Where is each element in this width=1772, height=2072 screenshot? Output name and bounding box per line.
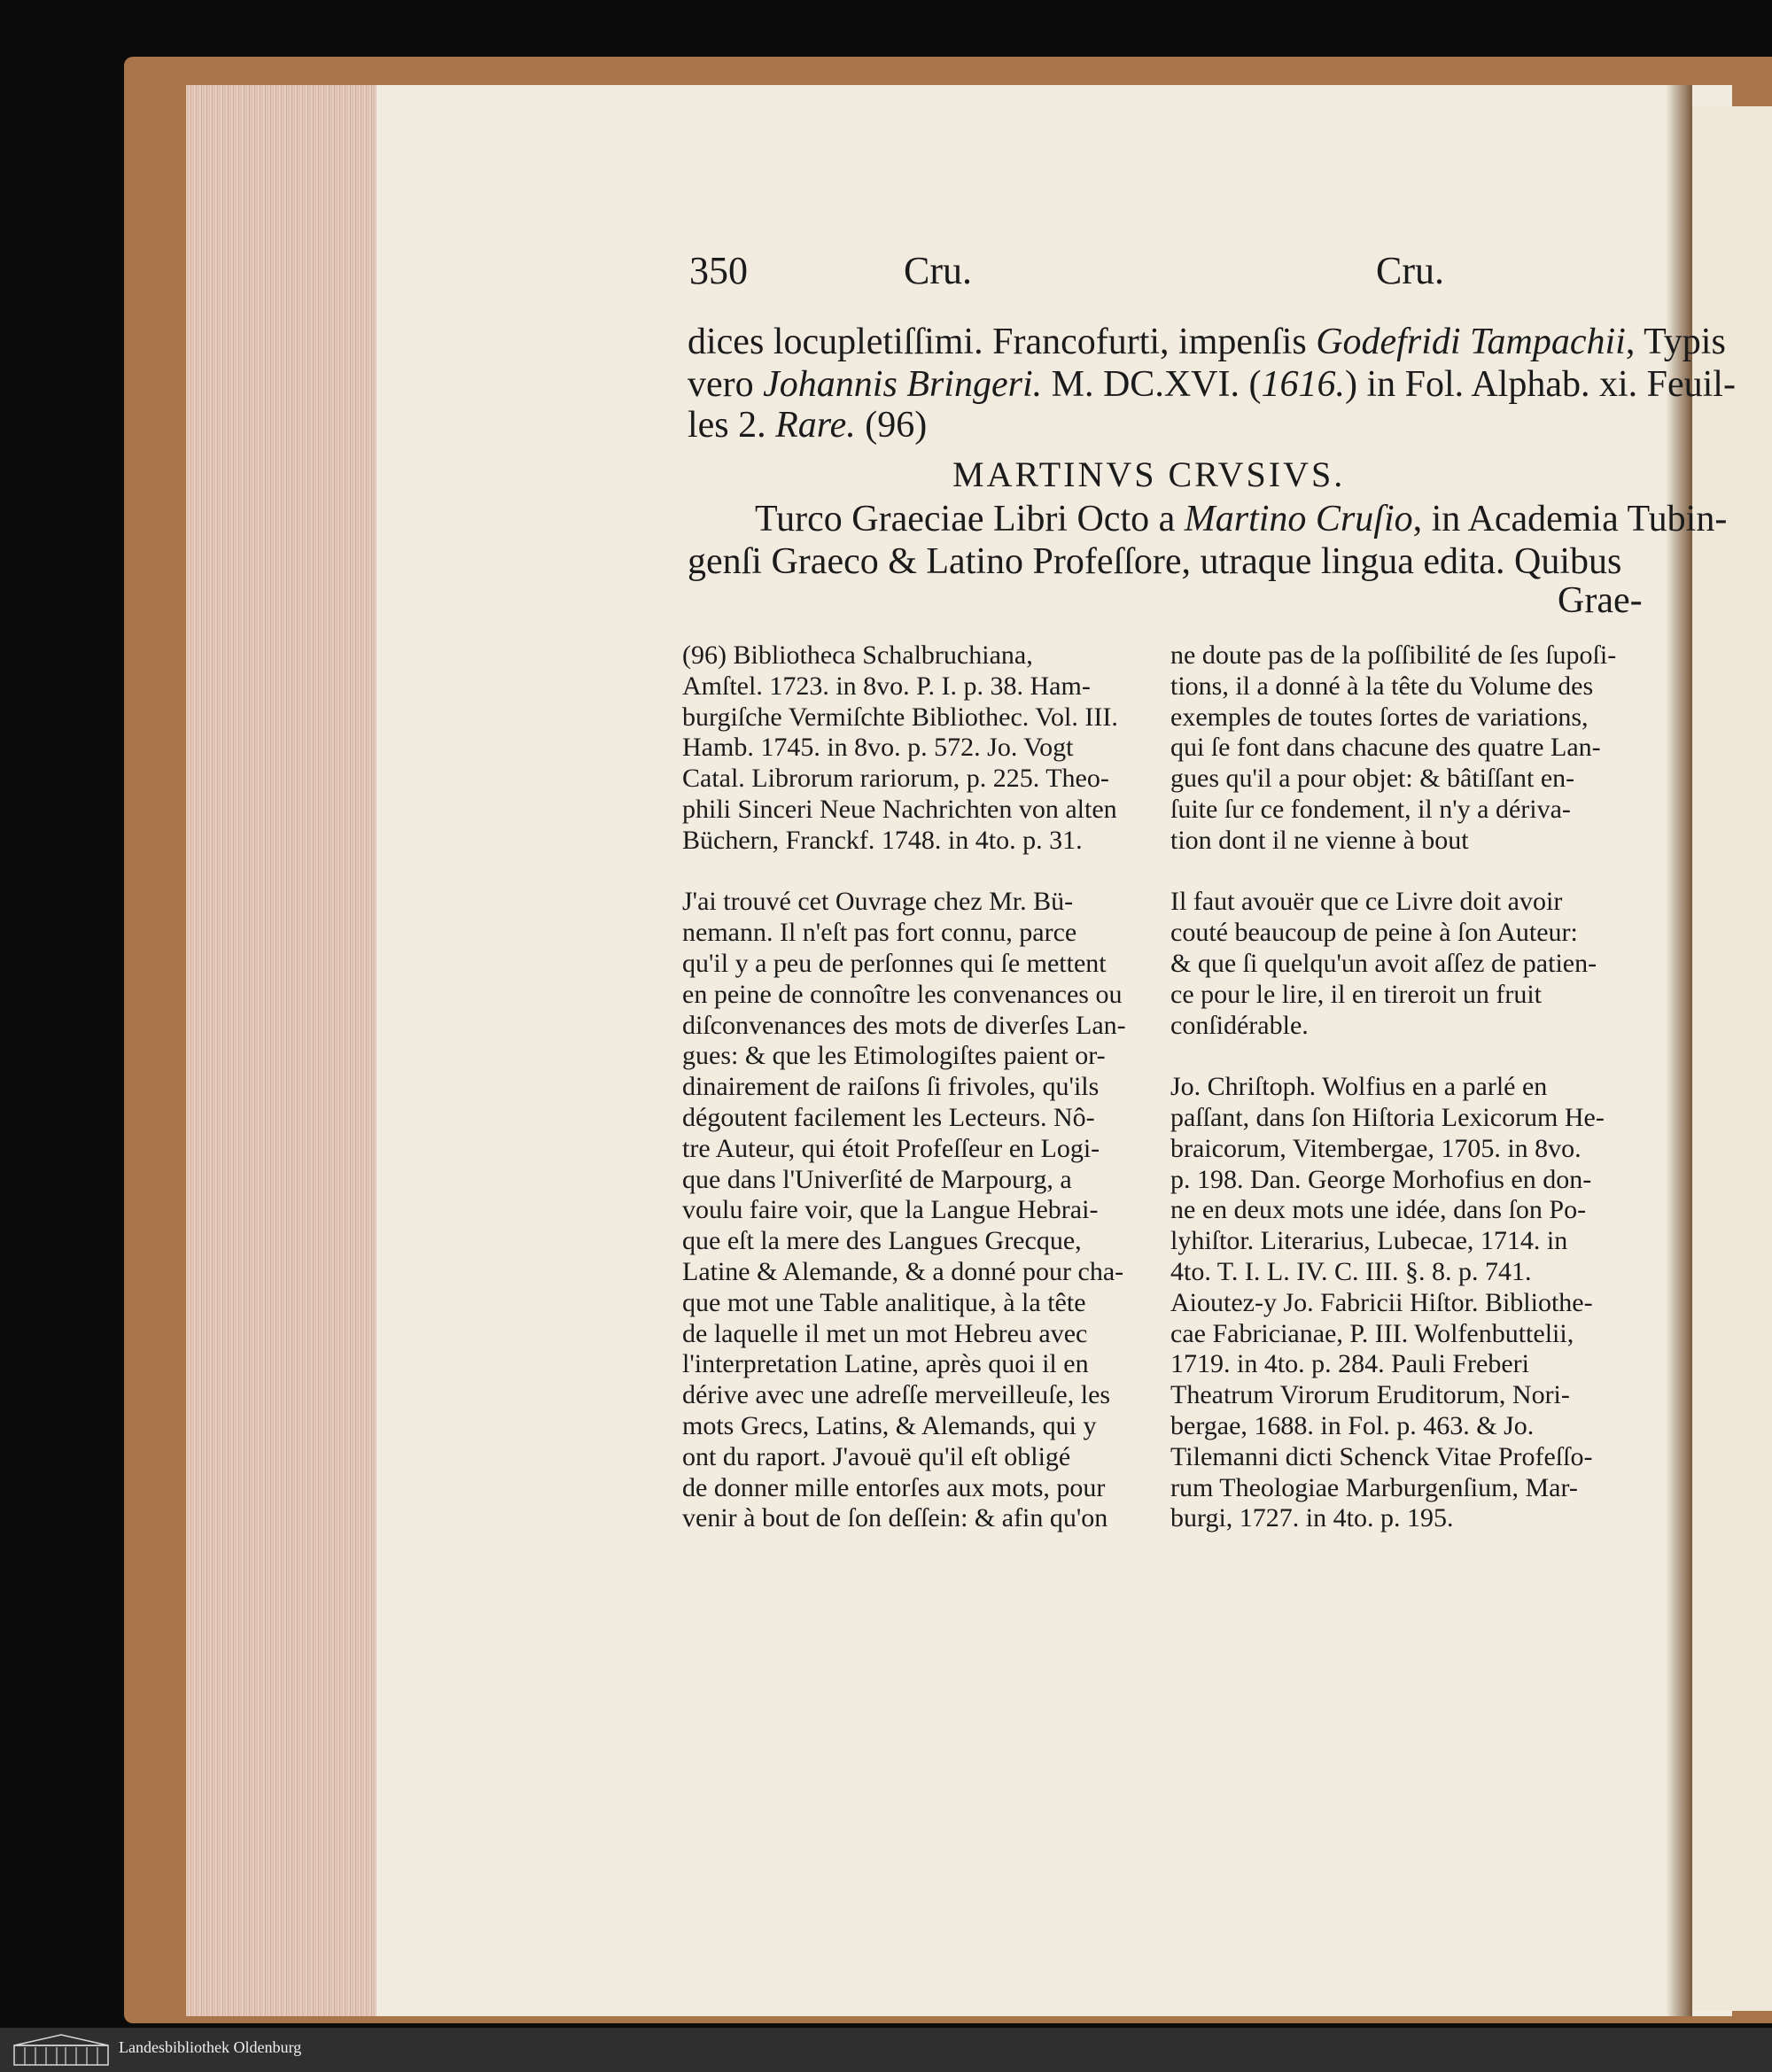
right-column-line: gues qu'il a pour objet: & bâtiſſant en-	[1170, 764, 1575, 794]
right-column-line: ſuite ſur ce fondement, il n'y a dériva-	[1170, 795, 1571, 824]
left-column-line: nemann. Il n'eſt pas fort connu, parce	[682, 918, 1077, 948]
right-column-line: ne doute pas de la poſſibilité de ſes ſupoſi-	[1170, 640, 1617, 670]
right-column-line: Theatrum Virorum Eruditorum, Nori-	[1170, 1380, 1570, 1410]
right-column-line: p. 198. Dan. George Morhofius en don-	[1170, 1164, 1592, 1194]
left-column-line: l'interpretation Latine, après quoi il en	[682, 1349, 1089, 1379]
left-column-line: (96) Bibliotheca Schalbruchiana,	[682, 640, 1033, 670]
right-column-line: & que ſi quelqu'un avoit aſſez de patien-	[1170, 949, 1597, 978]
right-column-line: braicorum, Vitembergae, 1705. in 8vo.	[1170, 1133, 1582, 1163]
left-column-line: dinairement de raiſons ſi frivoles, qu'ils	[682, 1072, 1100, 1102]
left-column-line: mots Grecs, Latins, & Alemands, qui y	[682, 1411, 1097, 1440]
top-line-3: les 2. Rare. (96)	[688, 405, 928, 446]
running-head-left: Cru.	[904, 249, 972, 292]
left-column-line: venir à bout de ſon deſſein: & afin qu'on	[682, 1503, 1108, 1533]
left-column-line: dégoutent facilement les Lecteurs. Nô-	[682, 1103, 1095, 1132]
title-line-1: Turco Graeciae Libri Octo a Martino Cruſio, in Academia Tubin-	[755, 499, 1728, 539]
right-column-line: burgi, 1727. in 4to. p. 195.	[1170, 1503, 1454, 1533]
footer-bar	[0, 2028, 1772, 2072]
title-line-2: genſi Graeco & Latino Profeſſore, utraque lingua edita. Quibus	[688, 541, 1622, 582]
right-column-line: paſſant, dans ſon Hiſtoria Lexicorum He-	[1170, 1103, 1605, 1132]
running-head-right: Cru.	[1376, 249, 1444, 292]
right-column-line: 1719. in 4to. p. 284. Pauli Freberi	[1170, 1349, 1529, 1379]
right-column-line: cae Fabricianae, P. III. Wolfenbuttelii,	[1170, 1318, 1574, 1348]
left-column-line: Latine & Alemande, & a donné pour cha-	[682, 1257, 1124, 1286]
left-column-line: que eſt la mere des Langues Grecque,	[682, 1226, 1082, 1256]
library-name: Landesbibliothek Oldenburg	[119, 2038, 302, 2056]
library-building-icon	[12, 2033, 110, 2067]
left-column-line: Amſtel. 1723. in 8vo. P. I. p. 38. Ham-	[682, 671, 1091, 701]
right-column-line: qui ſe font dans chacune des quatre Lan-	[1170, 733, 1601, 763]
left-column-line: voulu faire voir, que la Langue Hebrai-	[682, 1195, 1099, 1225]
right-column-line: Aioutez-y Jo. Fabricii Hiſtor. Bibliothe-	[1170, 1287, 1593, 1317]
left-column-line: de donner mille entorſes aux mots, pour	[682, 1472, 1106, 1502]
left-column-line: J'ai trouvé cet Ouvrage chez Mr. Bü-	[682, 887, 1074, 917]
right-column-line: Jo. Chriſtoph. Wolfius en a parlé en	[1170, 1072, 1548, 1102]
right-column-line: ce pour le lire, il en tireroit un fruit	[1170, 979, 1543, 1009]
right-column-line: tions, il a donné à la tête du Volume des	[1170, 671, 1594, 701]
right-column-line: conſidérable.	[1170, 1010, 1309, 1040]
right-column-line: Il faut avouër que ce Livre doit avoir	[1170, 887, 1563, 917]
right-column-line: 4to. T. I. L. IV. C. III. §. 8. p. 741.	[1170, 1257, 1532, 1286]
left-column-line: Hamb. 1745. in 8vo. p. 572. Jo. Vogt	[682, 733, 1074, 763]
left-column-line: Catal. Librorum rariorum, p. 225. Theo-	[682, 764, 1109, 794]
left-column-line: que mot une Table analitique, à la tête	[682, 1287, 1086, 1317]
right-column-line: couté beaucoup de peine à ſon Auteur:	[1170, 918, 1578, 948]
right-column-line: bergae, 1688. in Fol. p. 463. & Jo.	[1170, 1411, 1535, 1440]
top-line-1: dices locupletiſſimi. Francofurti, impenſis Godefridi Tampachii, Typis	[688, 322, 1726, 362]
left-column-line: gues: & que les Etimologiſtes paient or-	[682, 1041, 1106, 1071]
left-column-line: diſconvenances des mots de diverſes Lan-	[682, 1010, 1126, 1040]
right-column-line: Tilemanni dicti Schenck Vitae Profeſſo-	[1170, 1441, 1593, 1471]
left-column-line: qu'il y a peu de perſonnes qui ſe mettent	[682, 949, 1107, 978]
page-edges	[186, 85, 377, 2016]
left-column-line: tre Auteur, qui étoit Profeſſeur en Logi-	[682, 1133, 1100, 1163]
left-column-line: phili Sinceri Neue Nachrichten von alten	[682, 795, 1117, 824]
left-column-line: que dans l'Univerſité de Marpourg, a	[682, 1164, 1072, 1194]
page-number: 350	[689, 249, 748, 292]
right-column-line: lyhiſtor. Literarius, Lubecae, 1714. in	[1170, 1226, 1568, 1256]
right-column-line: ne en deux mots une idée, dans ſon Po-	[1170, 1195, 1587, 1225]
top-line-2: vero Johannis Bringeri. M. DC.XVI. (1616.) in Fol. Alphab. xi. Feuil-	[688, 364, 1736, 405]
right-column-line: exemples de toutes ſortes de variations,	[1170, 702, 1589, 732]
left-column-line: en peine de connoître les convenances ou	[682, 979, 1123, 1009]
left-column-line: burgiſche Vermiſchte Bibliothec. Vol. III.	[682, 702, 1118, 732]
left-column-line: ont du raport. J'avouë qu'il eſt obligé	[682, 1441, 1071, 1471]
left-column-line: dérive avec une adreſſe merveilleuſe, les	[682, 1380, 1111, 1410]
left-column-line: Büchern, Franckf. 1748. in 4to. p. 31.	[682, 825, 1083, 855]
catchword: Grae-	[1558, 580, 1643, 621]
right-column-line: tion dont il ne vienne à bout	[1170, 825, 1469, 855]
author-heading: MARTINVS CRVSIVS.	[952, 454, 1346, 494]
right-column-line: rum Theologiae Marburgenſium, Mar-	[1170, 1472, 1578, 1502]
left-column-line: de laquelle il met un mot Hebreu avec	[682, 1318, 1088, 1348]
